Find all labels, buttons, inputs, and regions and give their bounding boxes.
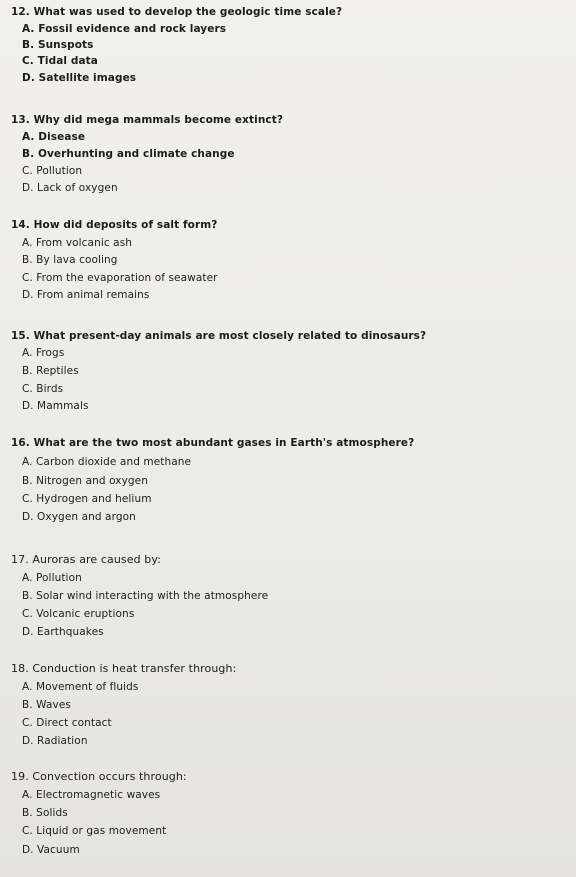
option-c: C. Birds	[22, 383, 64, 395]
option-c: C. Tidal data	[22, 55, 98, 67]
option-a: A. Electromagnetic waves	[22, 789, 161, 801]
option-a: A. Disease	[22, 131, 86, 143]
question-text: 16. What are the two most abundant gases in Earth's atmosphere?	[11, 437, 415, 449]
option-b: B. Overhunting and climate change	[22, 148, 235, 160]
option-c: C. Direct contact	[22, 717, 112, 729]
option-b: B. Reptiles	[22, 365, 79, 377]
option-d: D. From animal remains	[22, 289, 150, 301]
option-d: D. Mammals	[22, 400, 89, 412]
option-d: D. Satellite images	[22, 72, 137, 84]
option-b: B. By lava cooling	[22, 254, 118, 266]
option-a: A. Movement of fluids	[22, 681, 139, 693]
option-a: A. Fossil evidence and rock layers	[22, 23, 227, 35]
option-a: A. Carbon dioxide and methane	[22, 456, 192, 468]
option-b: B. Solids	[22, 807, 68, 819]
option-d: D. Lack of oxygen	[22, 182, 118, 194]
option-b: B. Solar wind interacting with the atmosphere	[22, 590, 269, 602]
question-text: 14. How did deposits of salt form?	[11, 219, 218, 231]
option-c: C. Liquid or gas movement	[22, 825, 167, 837]
question-text: 15. What present-day animals are most closely related to dinosaurs?	[11, 330, 427, 342]
question-text: 19. Convection occurs through:	[11, 770, 187, 783]
option-c: C. Hydrogen and helium	[22, 493, 152, 505]
option-b: B. Sunspots	[22, 39, 94, 51]
option-c: C. Volcanic eruptions	[22, 608, 135, 620]
question-text: 18. Conduction is heat transfer through:	[11, 662, 237, 675]
question-text: 12. What was used to develop the geologic time scale?	[11, 6, 343, 18]
question-text: 17. Auroras are caused by:	[11, 553, 162, 566]
option-d: D. Oxygen and argon	[22, 511, 136, 523]
option-a: A. Frogs	[22, 347, 65, 359]
option-b: B. Nitrogen and oxygen	[22, 475, 148, 487]
question-text: 13. Why did mega mammals become extinct?	[11, 114, 284, 126]
option-d: D. Vacuum	[22, 844, 80, 856]
option-d: D. Radiation	[22, 735, 88, 747]
option-c: C. From the evaporation of seawater	[22, 272, 218, 284]
option-b: B. Waves	[22, 699, 71, 711]
option-d: D. Earthquakes	[22, 626, 104, 638]
option-c: C. Pollution	[22, 165, 83, 177]
option-a: A. Pollution	[22, 572, 82, 584]
option-a: A. From volcanic ash	[22, 237, 133, 249]
